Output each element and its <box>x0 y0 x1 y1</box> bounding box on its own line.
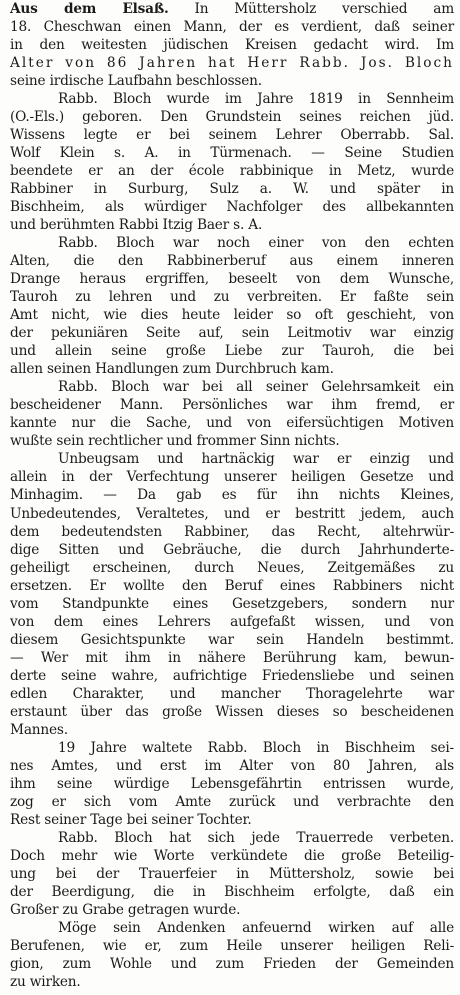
article-line: ihm seine würdige Lebensgefährtin entrissen wurde, <box>10 775 454 792</box>
article-line: diesem Gesichtspunkte war sein Handeln bestimmt. <box>10 631 454 648</box>
article-line: Berufenen, wie er, zum Heile unserer heiligen Reli- <box>10 937 454 954</box>
article-line: der pekuniären Seite auf, sein Leitmotiv war einzig <box>10 325 454 342</box>
article-line: Wissens legte er bei seinem Lehrer Oberrabb. Sal. <box>10 127 454 144</box>
article-line: allen seinen Handlungen zum Durchbruch kam. <box>10 361 334 378</box>
article-line: seine irdische Laufbahn beschlossen. <box>10 73 262 90</box>
article-line: Alter von 86 Jahren hat Herr Rabb. Jos. Bloch <box>10 55 454 72</box>
article-line: kannte nur die Sache, und von eifersüchtigen Motiven <box>10 415 454 432</box>
article-line: und allein seine große Liebe zur Tauroh, die bei <box>10 343 454 360</box>
article-line: Rabb. Bloch war noch einer von den echten <box>58 235 454 252</box>
article-line: dem bedeutendsten Rabbiner, das Recht, altehrwür- <box>10 523 454 540</box>
article-line: Rabb. Bloch hat sich jede Trauerrede verbeten. <box>58 829 454 846</box>
article-line: zu wirken. <box>10 973 81 990</box>
article-line-text: In Müttersholz verschied am <box>168 1 454 17</box>
article-line: beendete er an der école rabbinique in Metz, wurde <box>10 163 454 180</box>
article-line: Möge sein Andenken anfeuernd wirken auf alle <box>58 919 454 936</box>
article-line: bescheidener Mann. Persönliches war ihm fremd, er <box>10 397 454 414</box>
article-line: geheiligt erscheinen, durch Neues, Zeitgemäßes zu <box>10 559 454 576</box>
article-line: zog er sich vom Amte zurück und verbrachte den <box>10 793 454 810</box>
article-line: nes Amtes, und erst im Alter von 80 Jahren, als <box>10 757 454 774</box>
article-line: dige Sitten und Gebräuche, die durch Jahrhunderte- <box>10 541 454 558</box>
article-line: gion, zum Wohle und zum Frieden der Gemeinden <box>10 955 454 972</box>
article-line-1 <box>10 0 454 18</box>
article-line: derte seine wahre, aufrichtige Friedensliebe und seinen <box>10 667 454 684</box>
article-line: allein in der Verfechtung unserer heiligen Gesetze und <box>10 469 454 486</box>
article-line: Rabb. Bloch wurde im Jahre 1819 in Sennheim <box>58 91 454 108</box>
article-line: Rest seiner Tage bei seiner Tochter. <box>10 811 252 828</box>
article-line: der Beerdigung, die in Bischheim erfolgte, daß ein <box>10 883 454 900</box>
article-line: ung bei der Trauerfeier in Müttersholz, sowie bei <box>10 865 454 882</box>
article-line: ersetzen. Er wollte den Beruf eines Rabbiners nicht <box>10 577 454 594</box>
article-line: Wolf Klein s. A. in Türmenach. — Seine Studien <box>10 145 454 162</box>
article-line: von dem eines Lehrers aufgefaßt wissen, und von <box>10 613 454 630</box>
article-line: 19 Jahre waltete Rabb. Bloch in Bischheim sei- <box>58 739 454 756</box>
article-line: (O.-Els.) geboren. Den Grundstein seines reichen jüd. <box>10 109 454 126</box>
article-line: 18. Cheschwan einen Mann, der es verdient, daß seiner <box>10 19 454 36</box>
article-line: wußte sein rechtlicher und frommer Sinn nichts. <box>10 433 340 450</box>
article-line: Tauroh zu lehren und zu verbreiten. Er faßte sein <box>10 289 454 306</box>
article-line: Unbedeutendes, Veraltetes, und er bestritt jedem, auch <box>10 505 454 522</box>
article-line: in den weitesten jüdischen Kreisen gedacht wird. Im <box>10 37 454 54</box>
article-line: Großer zu Grabe getragen wurde. <box>10 901 241 918</box>
article-heading: Aus dem Elsaß. <box>10 1 169 17</box>
article-line: Amt nicht, wie dies heute leider so oft geschieht, von <box>10 307 454 324</box>
article-line: Drange heraus ergriffen, beseelt von dem Wunsche, <box>10 271 454 288</box>
article-line: Doch mehr wie Worte verkündete die große Beteilig- <box>10 847 454 864</box>
article-line: Mannes. <box>10 721 68 738</box>
article-line: Unbeugsam und hartnäckig war er einzig und <box>58 451 454 468</box>
article-line: edlen Charakter, und mancher Thoragelehrte war <box>10 685 454 702</box>
article-line: erstaunt über das große Wissen dieses so bescheidenen <box>10 703 454 720</box>
article-line: und berühmten Rabbi Itzig Baer s. A. <box>10 217 263 234</box>
article-line: Rabb. Bloch war bei all seiner Gelehrsamkeit ein <box>58 379 454 396</box>
article-line: Minhagim. — Da gab es für ihn nichts Kleines, <box>10 487 454 504</box>
article-line: — Wer mit ihm in nähere Berührung kam, bewun- <box>10 649 454 666</box>
article-line: Bischheim, als würdiger Nachfolger des allbekannten <box>10 199 454 216</box>
article-line: Rabbiner in Surburg, Sulz a. W. und später in <box>10 181 454 198</box>
article-line: vom Standpunkte eines Gesetzgebers, sondern nur <box>10 595 454 612</box>
article-line: Alten, die den Rabbinerberuf aus einem inneren <box>10 253 454 270</box>
